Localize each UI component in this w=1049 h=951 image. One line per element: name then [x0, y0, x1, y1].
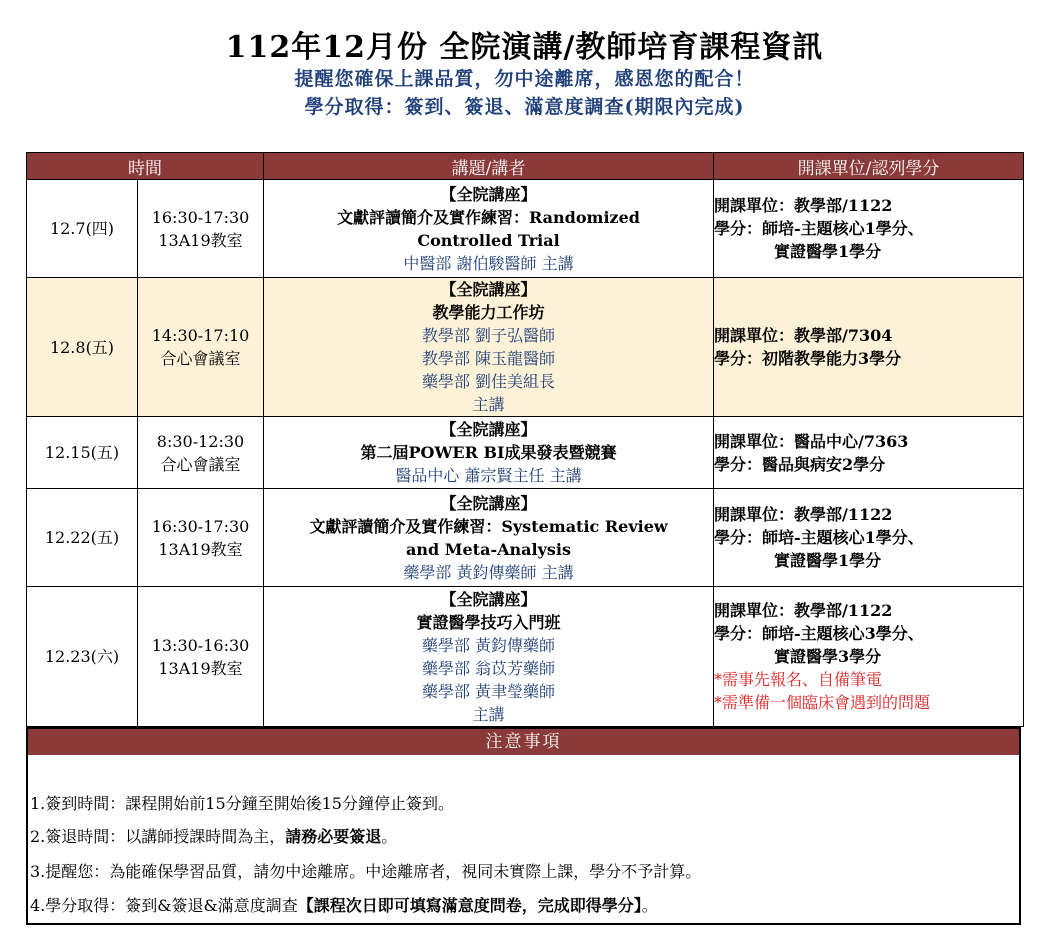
topic-line: 文獻評讀簡介及實作練習：Randomized — [337, 207, 640, 227]
session-unit — [714, 587, 1024, 727]
notice-text: 1.簽到時間：課程開始前15分鐘至開始後15分鐘停止簽到。 — [30, 794, 454, 813]
table-row — [27, 180, 1024, 278]
unit-code: 開課單位：醫品中心/7363 — [714, 431, 909, 451]
session-time — [138, 180, 264, 278]
session-unit — [714, 278, 1024, 417]
lecture-tag: 【全院講座】 — [440, 493, 537, 513]
topic-line: Controlled Trial — [417, 230, 560, 250]
time-range: 13:30-16:30 — [151, 635, 250, 655]
session-topic — [264, 180, 714, 278]
topic-line: 第二屆POWER BI成果發表暨競賽 — [360, 443, 617, 462]
speaker-line: 藥學部 黃鈞傳藥師 — [421, 635, 556, 655]
unit-code: 開課單位：教學部/1122 — [714, 196, 893, 215]
speaker-line: 藥學部 黃鈞傳藥師 主講 — [403, 562, 574, 582]
notice-box — [26, 727, 1021, 925]
column-header-topic: 講題/講者 — [264, 153, 714, 180]
schedule-table — [26, 152, 1024, 727]
session-unit — [714, 417, 1024, 489]
topic-line: 文獻評讀簡介及實作練習：Systematic Review — [309, 516, 668, 536]
notice-text: 3.提醒您：為能確保學習品質，請勿中途離席。中途離席者，視同未實際上課，學分不予計算。 — [30, 862, 702, 881]
credit-line: 學分：醫品與病安2學分 — [714, 454, 886, 474]
time-range: 16:30-17:30 — [151, 207, 250, 227]
session-note: *需準備一個臨床會遇到的問題 — [714, 693, 931, 712]
session-date: 12.7(四) — [27, 180, 138, 278]
credit-line: 實證醫學1學分 — [774, 551, 882, 570]
speaker-line: 主講 — [472, 704, 505, 724]
speaker-line: 主講 — [472, 395, 505, 414]
credit-line: 實證醫學3學分 — [774, 647, 882, 666]
time-range: 8:30-12:30 — [156, 431, 245, 451]
unit-code: 開課單位：教學部/1122 — [714, 505, 893, 524]
session-topic — [264, 278, 714, 417]
speaker-line: 教學部 陳玉龍醫師 — [421, 349, 556, 368]
time-range: 14:30-17:10 — [151, 326, 250, 345]
credit-line: 學分：師培-主題核心3學分、 — [714, 624, 924, 643]
room: 13A19教室 — [158, 539, 243, 559]
session-note: *需事先報名、自備筆電 — [714, 670, 883, 689]
credit-line: 學分：師培-主題核心1學分、 — [714, 528, 924, 547]
notice-text: 4.學分取得：簽到&簽退&滿意度調查 — [30, 896, 298, 915]
time-range: 16:30-17:30 — [151, 516, 250, 536]
notice-item — [30, 791, 454, 814]
column-header-time: 時間 — [27, 153, 264, 180]
lecture-tag: 【全院講座】 — [440, 589, 537, 609]
topic-line: and Meta-Analysis — [406, 539, 571, 559]
lecture-tag: 【全院講座】 — [440, 280, 537, 299]
speaker-line: 醫品中心 蕭宗賢主任 主講 — [395, 466, 582, 485]
topic-line: 實證醫學技巧入門班 — [416, 612, 561, 632]
notice-text-end: 。 — [641, 896, 658, 915]
lecture-tag: 【全院講座】 — [440, 184, 537, 204]
session-time — [138, 278, 264, 417]
notice-text: 2.簽退時間：以講師授課時間為主， — [30, 827, 286, 846]
notice-text-end: 。 — [381, 827, 398, 846]
speaker-line: 藥學部 劉佳美組長 — [421, 372, 556, 391]
session-date: 12.8(五) — [27, 278, 138, 417]
table-row — [27, 489, 1024, 587]
session-date: 12.23(六) — [27, 587, 138, 727]
session-date: 12.22(五) — [27, 489, 138, 587]
session-time — [138, 489, 264, 587]
table-row — [27, 278, 1024, 417]
column-header-unit: 開課單位/認列學分 — [714, 153, 1024, 180]
room: 13A19教室 — [158, 230, 243, 250]
session-time — [138, 587, 264, 727]
credit-line: 學分：師培-主題核心1學分、 — [714, 219, 924, 238]
credit-line: 學分：初階教學能力3學分 — [714, 349, 902, 368]
room: 合心會議室 — [160, 454, 241, 474]
lecture-tag: 【全院講座】 — [440, 420, 537, 439]
notice-emphasis: 請務必要簽退 — [285, 827, 382, 846]
notice-heading: 注意事項 — [28, 729, 1019, 755]
page-title: 112年12月份 全院演講/教師培育課程資訊 — [225, 30, 824, 65]
session-unit — [714, 489, 1024, 587]
unit-code: 開課單位：教學部/1122 — [714, 601, 893, 620]
table-row — [27, 587, 1024, 727]
speaker-line: 中醫部 謝伯駿醫師 主講 — [403, 253, 574, 273]
topic-line: 教學能力工作坊 — [432, 303, 545, 322]
unit-code: 開課單位：教學部/7304 — [714, 326, 893, 345]
room: 13A19教室 — [158, 658, 243, 678]
session-topic — [264, 489, 714, 587]
session-topic — [264, 417, 714, 489]
speaker-line: 藥學部 黃聿瑩藥師 — [421, 681, 556, 701]
reminder-line: 提醒您確保上課品質，勿中途離席，感恩您的配合！ — [294, 68, 755, 90]
credit-rule-line: 學分取得：簽到、簽退、滿意度調查(期限內完成) — [304, 96, 745, 118]
notice-item — [30, 859, 701, 882]
room: 合心會議室 — [160, 349, 241, 368]
session-unit — [714, 180, 1024, 278]
session-topic — [264, 587, 714, 727]
notice-item — [30, 893, 658, 916]
notice-emphasis: 【課程次日即可填寫滿意度問卷，完成即得學分】 — [297, 896, 642, 915]
speaker-line: 藥學部 翁苡芳藥師 — [421, 658, 556, 678]
speaker-line: 教學部 劉子弘醫師 — [421, 326, 556, 345]
notice-item — [30, 824, 397, 847]
session-date: 12.15(五) — [27, 417, 138, 489]
session-time — [138, 417, 264, 489]
table-row — [27, 417, 1024, 489]
credit-line: 實證醫學1學分 — [774, 242, 882, 261]
